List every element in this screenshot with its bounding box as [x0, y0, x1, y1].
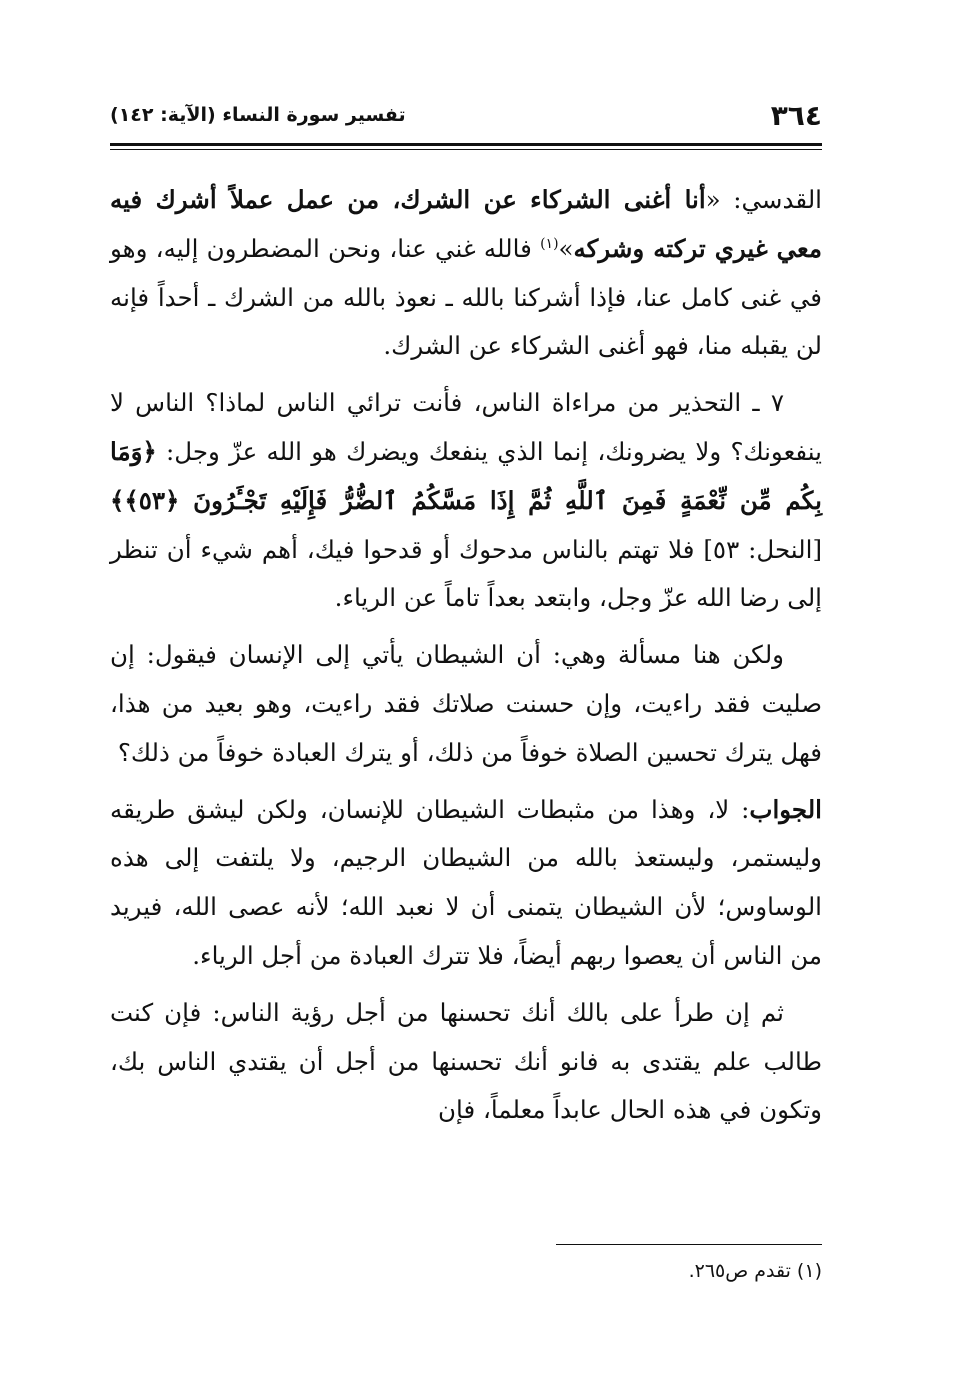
paragraph-text: [النحل: ٥٣] فلا تهتم بالناس مدحوك أو قدحوا فيك، أهم شيء أن تنظر إلى رضا الله عزّ وجل، وابتعد بعداً تاماً عن الرياء.: [110, 534, 822, 613]
hadith-quote: أنا أغنى الشركاء عن الشرك، من عمل عملاً أشرك فيه معي غيري تركته وشركه: [110, 185, 822, 263]
header-rule-thin: [110, 149, 822, 150]
answer-label: الجواب: [749, 794, 822, 824]
quran-verse: ﴿وَمَا بِكُم مِّن نِّعْمَةٍ فَمِنَ ٱللَّهِ ثُمَّ إِذَا مَسَّكُمُ ٱلضُّرُّ فَإِلَيْهِ تَجْـَٔرُونَ ﴿٥٣﴾﴾: [110, 436, 822, 515]
hadith-close: »: [558, 233, 574, 263]
page-number: ٣٦٤: [770, 98, 822, 132]
footnote: (١) تقدم ص٢٦٥.: [688, 1260, 822, 1282]
page-header: [110, 92, 822, 138]
paragraph-intention: ثم إن طرأ على بالك أنك تحسنها من أجل رؤية الناس: فإن كنت طالب علم يقتدى به فانو أنك تحسنها من أجل أن يقتدي الناس بك، وتكون في هذه الحال عابداً معلماً، فإن: [110, 997, 822, 1125]
running-title: تفسير سورة النساء (الآية: ١٤٢): [110, 104, 406, 126]
paragraph-7: [110, 379, 822, 623]
paragraph-text: ٧ ـ التحذير من مراءاة الناس، فأنت ترائي الناس لماذا؟ الناس لا ينفعونك؟ ولا يضرونك، إنما الذي ينفعك ويضرك هو الله عزّ وجل:: [110, 388, 822, 466]
footnote-ref: (١): [540, 235, 559, 252]
hadith-lead: القدسي: «: [705, 185, 822, 214]
footnote-separator: [556, 1244, 822, 1245]
paragraph-question: ولكن هنا مسألة وهي: أن الشيطان يأتي إلى الإنسان فيقول: إن صليت فقد راءيت، وإن حسنت صلاتك فقد راءيت، وهو بعيد من هذا، فهل يترك تحسين الصلاة خوفاً من ذلك، أو يترك العبادة خوفاً من ذلك؟: [110, 640, 822, 767]
paragraph-answer: [110, 786, 822, 981]
header-rule: [110, 143, 822, 146]
main-text: [110, 176, 822, 1143]
paragraph-hadith: [110, 176, 822, 371]
paragraph-text: فالله غني عنا، ونحن المضطرون إليه، وهو في غنى كامل عنا، فإذا أشركنا بالله ـ نعوذ بالله من الشرك ـ أحداً فإنه لن يقبله منا، فهو أغنى الشركاء عن الشرك.: [110, 233, 822, 361]
paragraph-text: : لا، وهذا من مثبطات الشيطان للإنسان، ولكن ليشق طريقه وليستمر، وليستعذ بالله من الشيطان الرجيم، ولا يلتفت إلى هذه الوساوس؛ لأن الشيطان يتمنى أن لا نعبد الله؛ لأنه عصى الله، فيريد من الناس أن يعصوا ربهم أيضاً، فلا تترك العبادة من أجل الرياء.: [110, 794, 822, 970]
